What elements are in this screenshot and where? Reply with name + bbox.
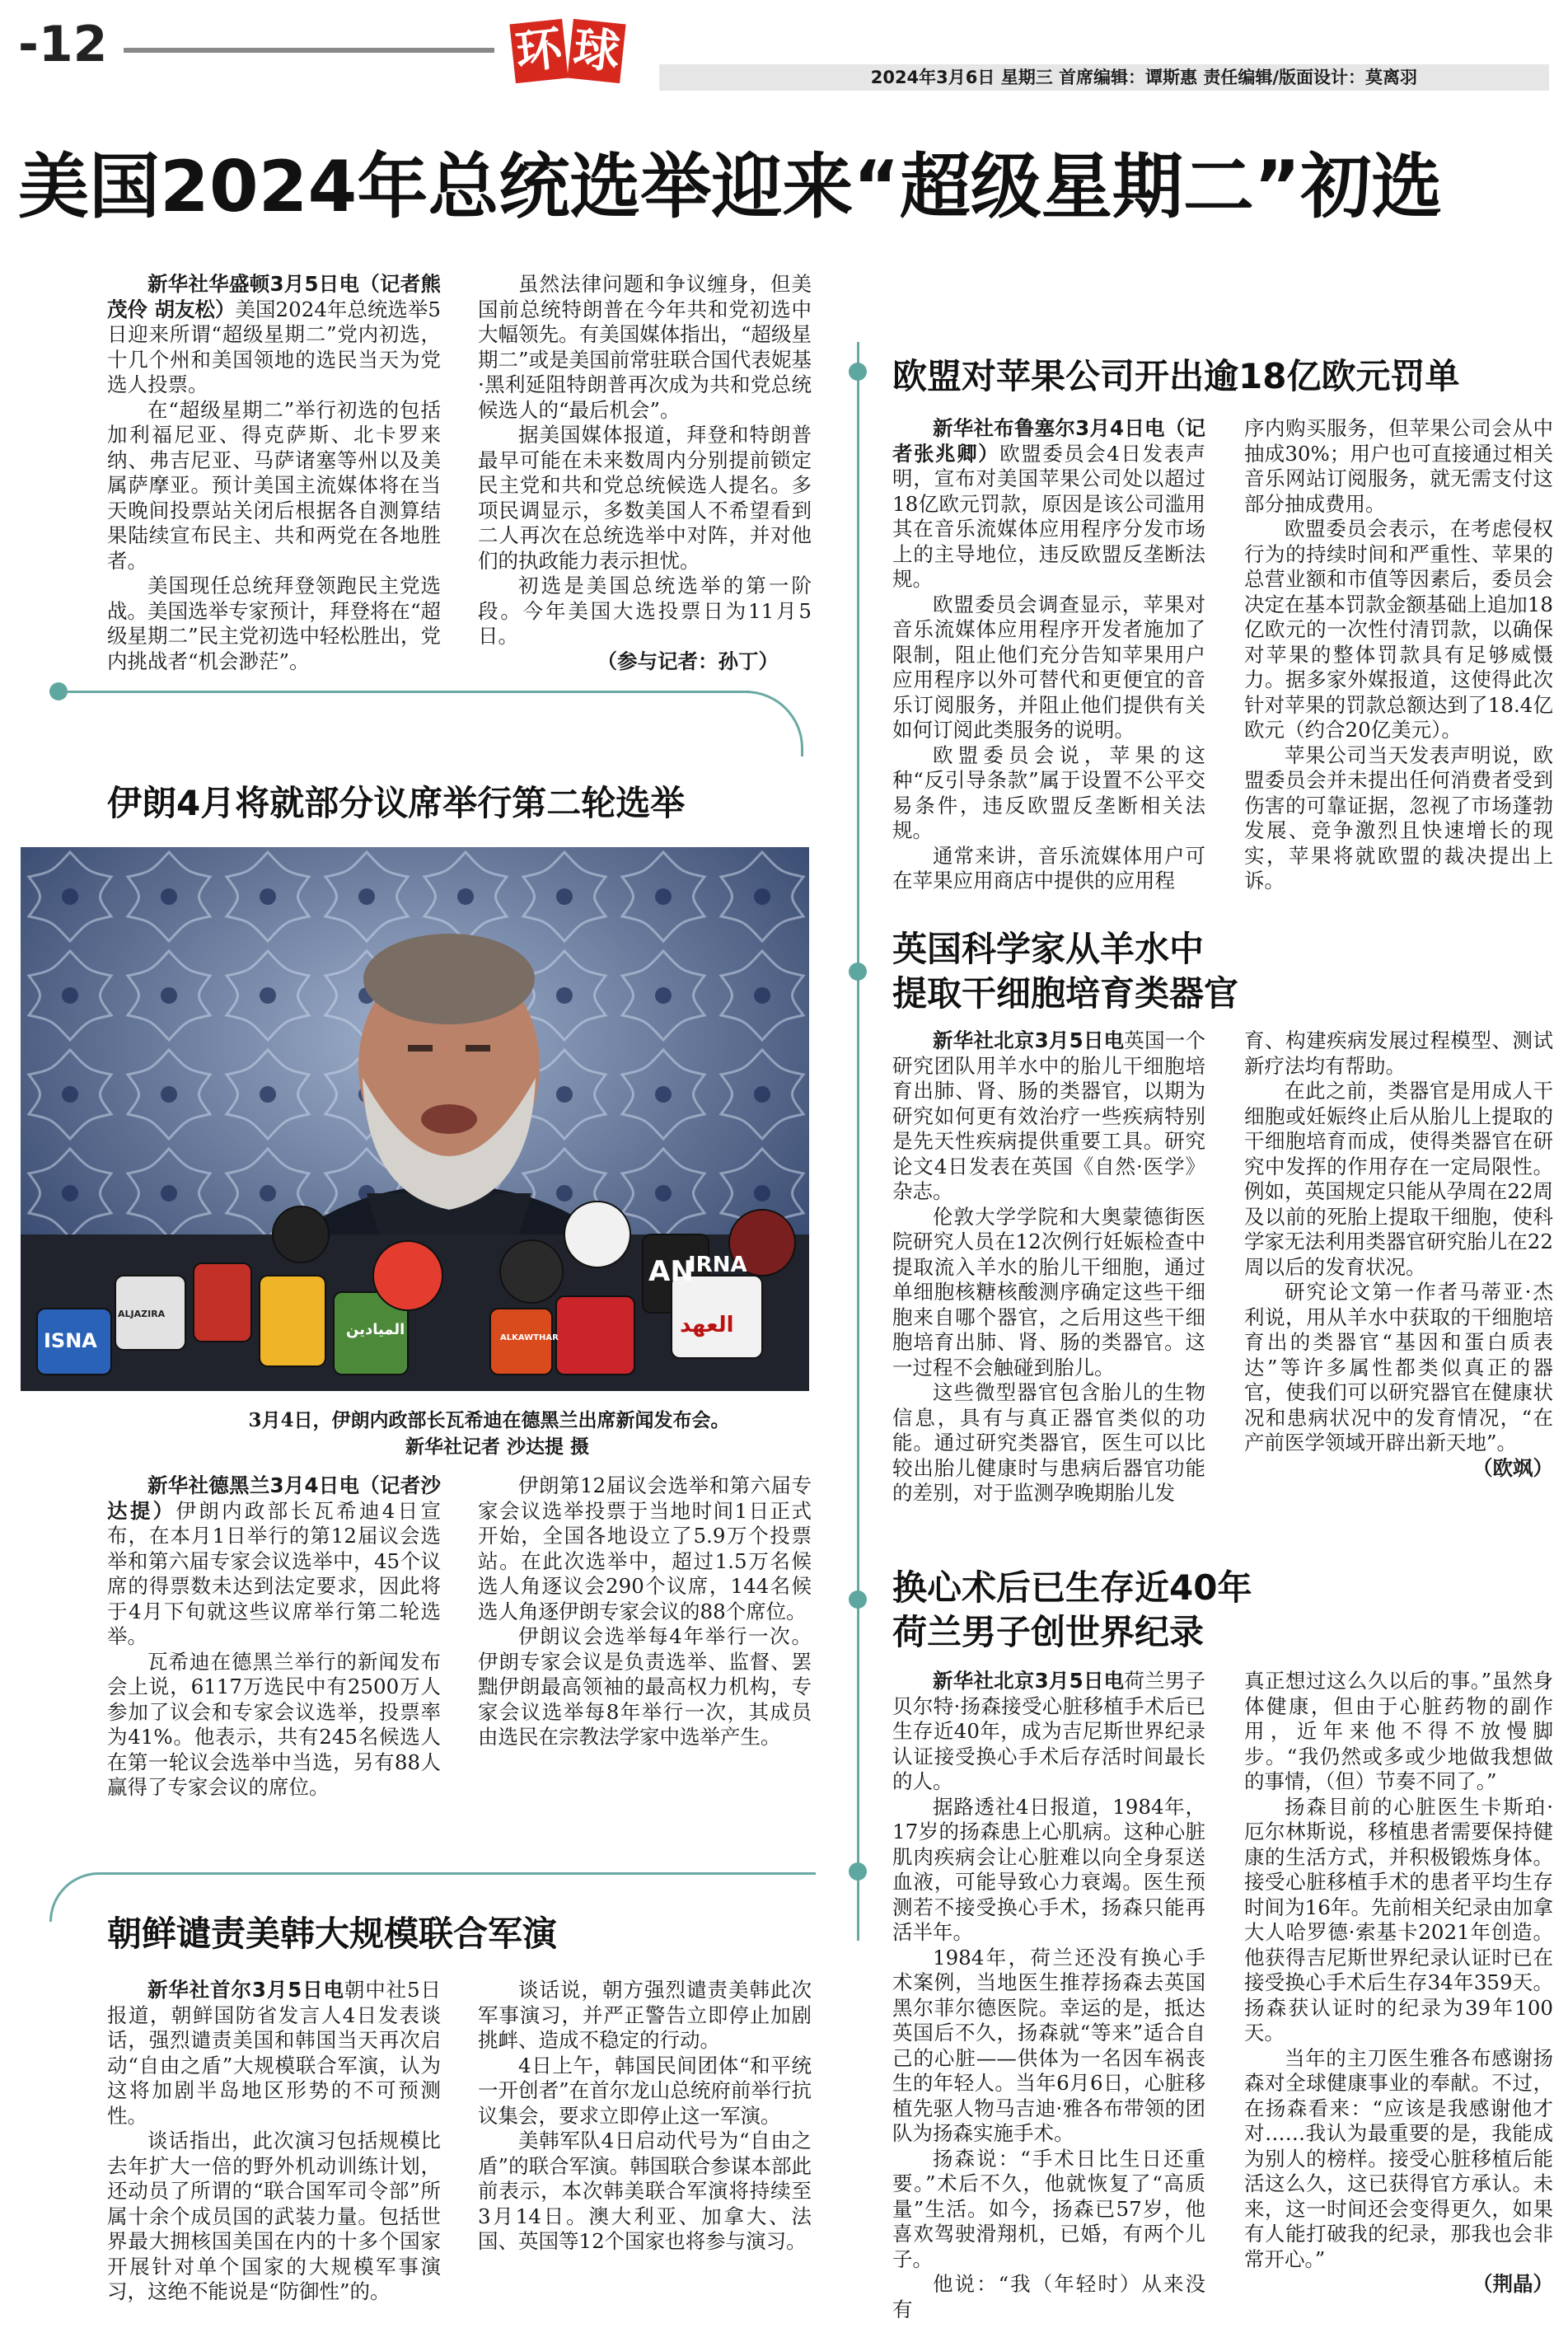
uk-headline xyxy=(892,927,1238,1016)
nl-dateline: 新华社北京3月5日电 xyxy=(933,1669,1125,1693)
eu-para-4: 通常来讲，音乐流媒体用户可在苹果应用商店中提供的应用程 xyxy=(892,843,1205,892)
mic-label-aljazira: ALJAZIRA xyxy=(118,1309,166,1319)
main-headline: 美国2024年总统选举迎来“超级星期二”初选 xyxy=(18,146,1443,228)
uk-para-2: 伦敦大学学院和大奥蒙德街医院研究人员在12次例行妊娠检查中提取流入羊水的胎儿干细胞，通过单细胞核糖核酸测序确定这些干细胞来自哪个器官，之后用这些干细胞培育出肺、肾、肠的类器官。这一过程不会触碰到胎儿。 xyxy=(892,1204,1205,1379)
nk-headline: 朝鲜谴责美韩大规模联合军演 xyxy=(107,1913,558,1954)
us-article-col2 xyxy=(478,272,812,692)
nk-para-3: 谈话说，朝方强烈谴责美韩此次军事演习，并严正警告立即停止加剧挑衅、造成不稳定的行动。 xyxy=(478,1978,812,2052)
eu-para-3: 欧盟委员会说，苹果的这种“反引导条款”属于设置不公平交易条件，违反欧盟反垄断相关法规。 xyxy=(892,742,1205,842)
nk-para-4: 4日上午，韩国民间团体“和平统一开创者”在首尔龙山总统府前举行抗议集会，要求立即停止这一军演。 xyxy=(478,2053,812,2128)
mic-label-an: AN xyxy=(648,1255,694,1288)
iran-para-4: 伊朗议会选举每4年举行一次。伊朗专家会议是负责选举、监督、罢黜伊朗最高领袖的最高权力机构，专家会议选举每8年举行一次，其成员由选民在宗教法学家中选举产生。 xyxy=(478,1624,812,1749)
nl-headline-line2: 荷兰男子创世界纪录 xyxy=(892,1612,1205,1652)
nk-para-1: 朝中社5日报道，朝鲜国防省发言人4日发表谈话，强烈谴责美国和韩国当天再次启动“自由之盾”大规模联合军演，认为这将加剧半岛地区形势的不可预测性。 xyxy=(107,1978,441,2128)
us-para-2: 在“超级星期二”举行初选的包括加利福尼亚、得克萨斯、北卡罗来纳、弗吉尼亚、马萨诸塞等州以及美属萨摩亚。预计美国主流媒体将在当天晚间投票站关闭后根据各自测算结果陆续宣布民主、共和两党在各地胜者。 xyxy=(107,397,441,573)
nk-article-col1 xyxy=(107,1978,441,2324)
nl-para-5: 他说：“我（年轻时）从来没有 xyxy=(892,2272,1205,2321)
iran-article-col2 xyxy=(478,1473,812,1853)
mic-label-mayadeen: الميادين xyxy=(346,1321,405,1338)
nl-para-4: 扬森说：“手术日比生日还重要。”术后不久，他就恢复了“高质量”生活。如今，扬森已57岁，他喜欢驾驶滑翔机，已婚，有两个儿子。 xyxy=(892,2146,1205,2271)
nk-para-2: 谈话指出，此次演习包括规模比去年扩大一倍的野外机动训练计划，还动员了所谓的“联合国军司令部”所属十余个成员国的武装力量。包括世界最大拥核国美国在内的十多个国家开展针对单个国家的大规模军事演习，这绝不能说是“防御性”的。 xyxy=(107,2129,441,2303)
mic-label-alahed: العهد xyxy=(680,1313,734,1337)
eu-article-col1 xyxy=(892,416,1205,894)
mic-label-alkawthar: ALKAWTHAR xyxy=(500,1333,559,1342)
nl-para-2: 据路透社4日报道，1984年，17岁的扬森患上心肌病。这种心脏肌肉疾病会让心脏难以向全身泵送血液，可能导致心力衰竭。医生预测若不接受换心手术，扬森只能再活半年。 xyxy=(892,1794,1205,1944)
uk-article-col1 xyxy=(892,1028,1205,1523)
iran-article-col1 xyxy=(107,1473,441,1853)
us-para-5: 据美国媒体报道，拜登和特朗普最早可能在未来数周内分别提前锁定民主党和共和党总统候选人提名。多项民调显示，多数美国人不希望看到二人再次在总统选举中对阵，并对他们的执政能力表示担忧。 xyxy=(478,423,812,573)
us-para-4: 虽然法律问题和争议缠身，但美国前总统特朗普在今年共和党初选中大幅领先。有美国媒体指出，“超级星期二”或是美国前常驻联合国代表妮基·黑利延阻特朗普再次成为共和党总统候选人的“最后机会”。 xyxy=(478,272,812,422)
header-info: 2024年3月6日 星期三 首席编辑：谭斯惠 责任编辑/版面设计：莫离羽 xyxy=(870,68,1417,87)
divider-line xyxy=(66,691,750,693)
eu-headline: 欧盟对苹果公司开出逾18亿欧元罚单 xyxy=(892,356,1460,396)
eu-para-1: 欧盟委员会4日发表声明，宣布对美国苹果公司处以超过18亿欧元罚款，原因是该公司滥用其在音乐流媒体应用程序分发市场上的主导地位，违反欧盟反垄断法规。 xyxy=(892,441,1205,591)
nl-para-6: 真正想过这么久以后的事。”虽然身体健康，但由于心脏药物的副作用，近年来他不得不放慢脚步。“我仍然或多或少地做我想做的事情，（但）节奏不同了。” xyxy=(1244,1669,1553,1793)
us-para-3: 美国现任总统拜登领跑民主党选战。美国选举专家预计，拜登将在“超级星期二”民主党初选中轻松胜出，党内挑战者“机会渺茫”。 xyxy=(107,574,441,673)
uk-para-1: 英国一个研究团队用羊水中的胎儿干细胞培育出肺、肾、肠的类器官，以期为研究如何更有效治疗一些疾病特别是先天性疾病提供重要工具。研究论文4日发表在英国《自然·医学》杂志。 xyxy=(892,1028,1205,1203)
nl-article-col2 xyxy=(1244,1669,1553,2324)
nk-dateline: 新华社首尔3月5日电 xyxy=(147,1978,344,2002)
uk-para-3: 这些微型器官包含胎儿的生物信息，具有与真正器官类似的功能。通过研究类器官，医生可以比较出胎儿健康时与患病后器官功能的差别，对于监测孕晚期胎儿发 xyxy=(892,1380,1205,1505)
eu-dot xyxy=(849,363,867,381)
mic-label-irna: IRNA xyxy=(688,1253,747,1277)
nl-headline xyxy=(892,1566,1252,1655)
us-article-col1 xyxy=(107,272,441,684)
section-char-1: 环 xyxy=(509,19,568,83)
uk-article-col2 xyxy=(1244,1028,1553,1523)
divider-dot xyxy=(49,682,68,700)
eu-para-5: 序内购买服务，但苹果公司会从中抽成30%；用户也可直接通过相关音乐网站订阅服务，就无需支付这部分抽成费用。 xyxy=(1244,416,1553,516)
uk-dot xyxy=(849,963,867,981)
divider-line-2 xyxy=(107,1872,816,1875)
us-byline: （参与记者：孙丁） xyxy=(597,649,779,673)
uk-dateline: 新华社北京3月5日电 xyxy=(933,1028,1125,1052)
uk-para-4: 育、构建疾病发展过程模型、测试新疗法均有帮助。 xyxy=(1244,1028,1553,1078)
nl-dot xyxy=(849,1590,867,1609)
uk-byline: （欧飒） xyxy=(1472,1455,1553,1480)
section-badge xyxy=(513,21,623,87)
divider-curve xyxy=(746,691,803,756)
nl-para-3: 1984年，荷兰还没有换心手术案例，当地医生推荐扬森去英国黑尔菲尔德医院。幸运的是，抵达英国后不久，扬森就“等来”适合自己的心脏——供体为一名因车祸丧生的年轻人。当年6月6日，心脏移植先驱人物马吉迪·雅各布带领的团队为扬森实施手术。 xyxy=(892,1945,1205,2145)
uk-headline-line2: 提取干细胞培育类器官 xyxy=(892,973,1239,1014)
eu-para-7: 苹果公司当天发表声明说，欧盟委员会并未提出任何消费者受到伤害的可靠证据，忽视了市场蓬勃发展、竞争激烈且快速增长的现实，苹果将就欧盟的裁决提出上诉。 xyxy=(1244,742,1553,892)
caption-line-2: 新华社记者 沙达提 摄 xyxy=(405,1436,589,1458)
iran-photo-caption xyxy=(21,1408,809,1460)
nk-article-col2 xyxy=(478,1978,812,2324)
nl-para-1: 荷兰男子贝尔特·扬森接受心脏移植手术后已生存近40年，成为吉尼斯世界纪录认证接受换心手术后存活时间最长的人。 xyxy=(892,1669,1205,1793)
iran-photo xyxy=(21,847,809,1391)
eu-dateline: 新华社布鲁塞尔3月4日电（记者张兆卿） xyxy=(892,416,1205,466)
iran-para-1: 伊朗内政部长瓦希迪4日宣布，在本月1日举行的第12届议会选举和第六届专家会议选举中，45个议席的得票数未达到法定要求，因此将于4月下旬就这些议席举行第二轮选举。 xyxy=(107,1498,441,1648)
us-dateline: 新华社华盛顿3月5日电（记者熊茂伶 胡友松） xyxy=(107,272,441,321)
nl-para-7: 扬森目前的心脏医生卡斯珀·厄尔林斯说，移植患者需要保持健康的生活方式，并积极锻炼身体。接受心脏移植手术的患者平均生存时间为16年。先前相关纪录由加拿大人哈罗德·索基卡2021年创造。他获得吉尼斯世界纪录认证时已在接受换心手术后生存34年359天。扬森获认证时的纪录为39年100天。 xyxy=(1244,1794,1553,2045)
mic-label-isna: ISNA xyxy=(44,1329,97,1352)
uk-headline-line1: 英国科学家从羊水中 xyxy=(892,929,1205,969)
eu-article-col2 xyxy=(1244,416,1553,894)
section-char-2: 球 xyxy=(567,19,625,83)
uk-para-6: 研究论文第一作者马蒂亚·杰利说，用从羊水中获取的干细胞培育出的类器官“基因和蛋白质表达”等许多属性都类似真正的器官，使我们可以研究器官在健康状况和患病状况中的发育情况，“在产前医学领域开辟出新天地”。 xyxy=(1244,1280,1553,1454)
right-col-rule xyxy=(857,342,859,1941)
nl-article-col1 xyxy=(892,1669,1205,2324)
uk-para-5: 在此之前，类器官是用成人干细胞或妊娠终止后从胎儿上提取的干细胞培育而成，使得类器官在研究中发挥的作用存在一定局限性。例如，英国规定只能从孕周在22周及以前的死胎上提取干细胞，使科学家无法利用类器官研究胎儿在22周以后的发育状况。 xyxy=(1244,1079,1553,1279)
eu-para-2: 欧盟委员会调查显示，苹果对音乐流媒体应用程序开发者施加了限制，阻止他们充分告知苹果用户应用程序以外可替代和更便宜的音乐订阅服务，并阻止他们提供有关如何订阅此类服务的说明。 xyxy=(892,592,1205,742)
nl-para-8: 当年的主刀医生雅各布感谢扬森对全球健康事业的奉献。不过，在扬森看来：“应该是我感谢他才对……我认为最重要的是，我能成为别人的榜样。接受心脏移植后能活这么久，这已获得官方承认。未来，这一时间还会变得更久，如果有人能打破我的纪录，那我也会非常开心。” xyxy=(1244,2045,1553,2271)
divider-dot-2 xyxy=(849,1862,867,1881)
eu-para-6: 欧盟委员会表示，在考虑侵权行为的持续时间和严重性、苹果的总营业额和市值等因素后，委员会决定在基本罚款金额基础上追加18亿欧元的一次性付清罚款，以确保对苹果的整体罚款具有足够威慑力。据多家外媒报道，这使得此次针对苹果的罚款总额达到了18.4亿欧元（约合20亿美元）。 xyxy=(1244,517,1553,742)
nl-headline-line1: 换心术后已生存近40年 xyxy=(892,1567,1252,1608)
page-number: -12 xyxy=(18,16,108,73)
header-info-bar xyxy=(659,64,1549,91)
nl-byline: （荆晶） xyxy=(1472,2272,1553,2296)
iran-para-2: 瓦希迪在德黑兰举行的新闻发布会上说，6117万选民中有2500万人参加了议会和专家会议选举，投票率为41%。他表示，共有245名候选人在第一轮议会选举中当选，另有88人赢得了专家会议的席位。 xyxy=(107,1649,441,1799)
us-para-6: 初选是美国总统选举的第一阶段。今年美国大选投票日为11月5日。 xyxy=(478,574,812,648)
nk-para-5: 美韩军队4日启动代号为“自由之盾”的联合军演。韩国联合参谋本部此前表示，本次韩美联合军演将持续至3月14日。澳大利亚、加拿大、法国、英国等12个国家也将参与演习。 xyxy=(478,2129,812,2253)
header-rule xyxy=(124,48,494,53)
iran-headline: 伊朗4月将就部分议席举行第二轮选举 xyxy=(107,783,686,823)
caption-line-1: 3月4日，伊朗内政部长瓦希迪在德黑兰出席新闻发布会。 xyxy=(248,1409,730,1431)
us-para-1: 美国2024年总统选举5日迎来所谓“超级星期二”党内初选，十几个州和美国领地的选民当天为党选人投票。 xyxy=(107,297,441,396)
iran-para-3: 伊朗第12届议会选举和第六届专家会议选举投票于当地时间1日正式开始，全国各地设立了5.9万个投票站。在此次选举中，超过1.5万名候选人角逐议会290个议席，144名候选人角逐伊朗专家会议的88个席位。 xyxy=(478,1473,812,1623)
divider-curve-2 xyxy=(49,1872,109,1922)
iran-dateline: 新华社德黑兰3月4日电（记者沙达提） xyxy=(107,1473,441,1523)
